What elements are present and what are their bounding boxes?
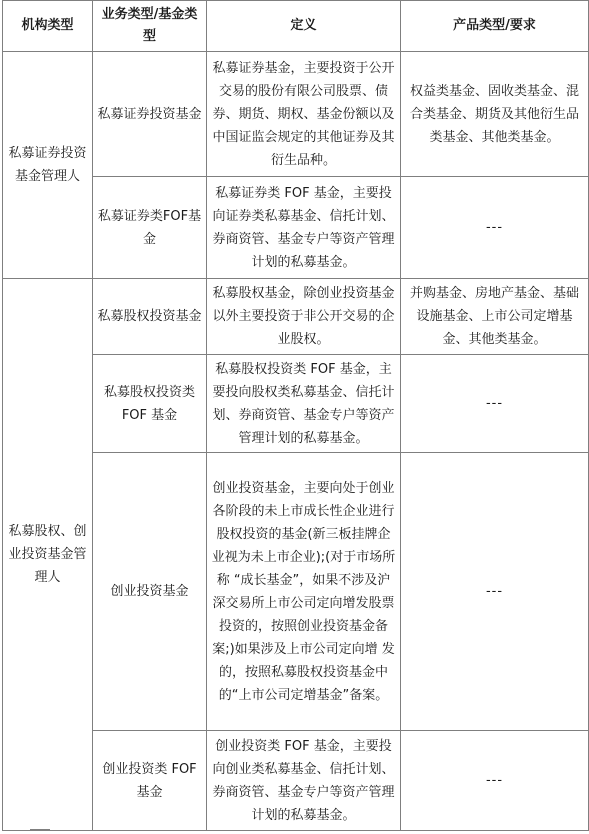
product-cell: --- [401,177,589,279]
institution-cell: 私募股权、创业投资基金管理人 [3,279,93,831]
header-institution: 机构类型 [3,1,93,52]
header-row [3,1,589,52]
definition-cell: 创业投资类 FOF 基金，主要投向创业类私募基金、信托计划、券商资管、基金专户等资产管理计划的私募基金。 [207,731,401,831]
product-cell: --- [401,731,589,831]
definition-cell: 私募证券基金，主要投资于公开交易的股份有限公司股票、债券、期货、期权、基金份额以及中国证监会规定的其他证券及其衍生品种。 [207,52,401,177]
business-cell: 创业投资类 FOF 基金 [93,731,207,831]
definition-cell: 私募证券类 FOF 基金，主要投向证券类私募基金、信托计划、券商资管、基金专户等资产管理计划的私募基金。 [207,177,401,279]
institution-cell: 私募证券投资基金管理人 [3,52,93,279]
table-row [3,52,589,177]
business-cell: 私募股权投资类 FOF 基金 [93,355,207,453]
table-row [3,279,589,355]
definition-cell: 私募股权基金，除创业投资基金以外主要投资于非公开交易的企业股权。 [207,279,401,355]
definition-cell: 私募股权投资类 FOF 基金，主要投向股权类私募基金、信托计划、券商资管、基金专户等资产管理计划的私募基金。 [207,355,401,453]
fund-type-table [2,0,589,831]
business-cell: 私募证券投资基金 [93,52,207,177]
product-cell: 权益类基金、固收类基金、混合类基金、期货及其他衍生品类基金、其他类基金。 [401,52,589,177]
header-business: 业务类型/基金类型 [93,1,207,52]
business-cell: 创业投资基金 [93,453,207,731]
business-cell: 私募股权投资基金 [93,279,207,355]
header-definition: 定义 [207,1,401,52]
bottom-rule [30,829,50,830]
product-cell: --- [401,355,589,453]
header-product: 产品类型/要求 [401,1,589,52]
business-cell: 私募证券类FOF基金 [93,177,207,279]
product-cell: --- [401,453,589,731]
product-cell: 并购基金、房地产基金、基础设施基金、上市公司定增基金、其他类基金。 [401,279,589,355]
definition-cell: 创业投资基金，主要向处于创业各阶段的未上市成长性企业进行股权投资的基金(新三板挂牌企业视为未上市企业);(对于市场所称 “成长基金”，如果不涉及沪深交易所上市公司定向增发股票投资的，按照创业投资基金备案;)如果涉及上市公司定向增 发的，按照私募股权投资基金中的“上市公司定增基金”备案。 [207,453,401,731]
